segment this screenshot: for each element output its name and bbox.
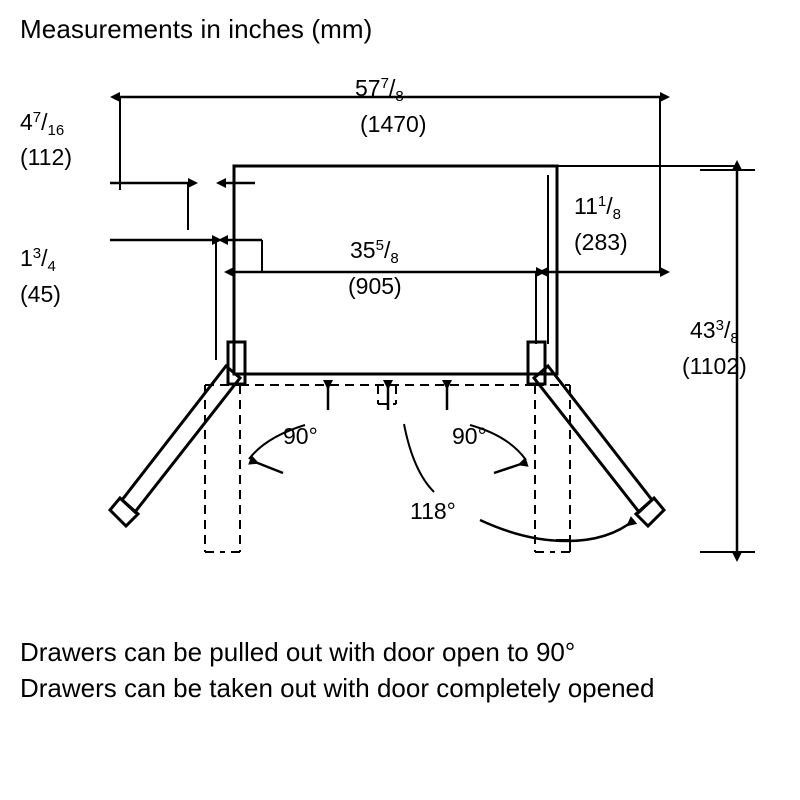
left-door-open (110, 366, 240, 526)
label-interior-width (348, 237, 402, 299)
label-overall-depth-mm: (1102) (682, 353, 747, 379)
right-door-open (534, 366, 664, 526)
label-door-swing-depth-inches: $4^7/_{16}$ (20, 109, 65, 139)
label-right-section-inches: $11^1/_8$ (574, 193, 621, 223)
label-hinge-offset-mm: (45) (20, 281, 61, 307)
label-overall-depth-inches: $43^3/_8$ (690, 317, 739, 347)
footnotes (20, 634, 780, 706)
label-hinge-offset (20, 245, 61, 307)
label-door-swing-depth-mm: (112) (20, 144, 72, 170)
label-hinge-offset-inches: $1^3/_4$ (20, 245, 56, 275)
hinge-blocks (228, 342, 545, 384)
label-overall-width (355, 75, 426, 137)
angle-indicator-118 (388, 380, 634, 552)
label-overall-width-mm: (1470) (360, 111, 427, 137)
footnote-1: Drawers can be pulled out with door open to 90° (20, 637, 576, 667)
label-right-section-mm: (283) (574, 229, 628, 255)
label-door-swing-depth (20, 109, 72, 170)
label-angle-left: 90° (283, 423, 318, 449)
label-angle-full: 118° (410, 498, 456, 524)
label-right-section (574, 193, 628, 255)
label-interior-width-mm: (905) (348, 273, 402, 299)
footnote-2: Drawers can be taken out with door completely opened (20, 673, 655, 703)
label-angle-right: 90° (452, 423, 487, 449)
cabinet-outline (234, 166, 557, 374)
door-90-degree-dashed-right (535, 385, 570, 552)
label-overall-width-inches: $57^7/_8$ (355, 75, 404, 105)
page-title: Measurements in inches (mm) (20, 14, 373, 44)
label-interior-width-inches: $35^5/_8$ (350, 237, 399, 267)
door-90-degree-dashed-left (205, 385, 240, 552)
